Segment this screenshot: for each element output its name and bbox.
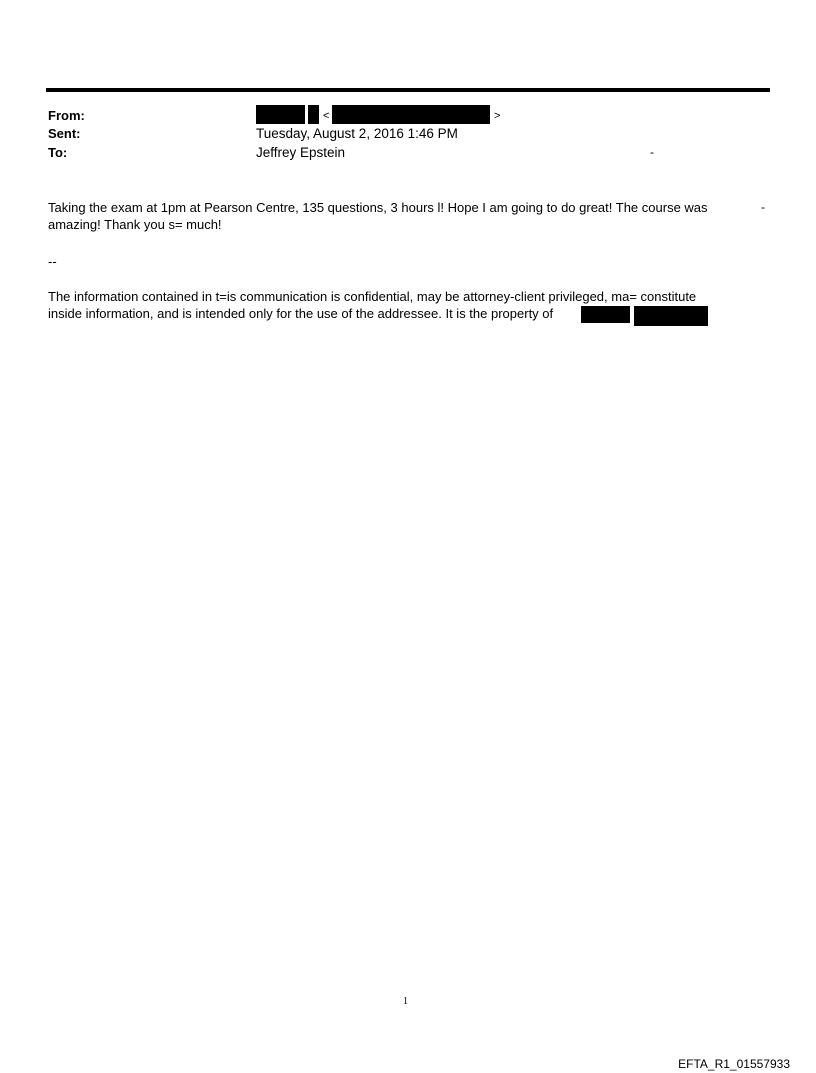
to-value: Jeffrey Epstein	[256, 145, 346, 160]
separator-text: --	[48, 254, 57, 269]
message-line-2: amazing! Thank you s= much!	[48, 217, 222, 232]
document-id: EFTA_R1_01557933	[678, 1057, 790, 1071]
to-trailing-mark: -	[650, 145, 654, 159]
redacted-owner-name-1	[581, 306, 630, 323]
disclaimer-line-1: The information contained in t=is communication is confidential, may be attorney-client privileged, ma= constitute	[48, 289, 697, 304]
redacted-owner-name-2	[634, 306, 708, 326]
redacted-sender-initial	[308, 105, 319, 124]
from-open-bracket: <	[323, 110, 330, 122]
message-trailing-mark: -	[761, 200, 765, 214]
to-label: To:	[48, 145, 68, 160]
header-rule	[46, 88, 770, 92]
sent-value: Tuesday, August 2, 2016 1:46 PM	[256, 126, 458, 141]
message-line-1: Taking the exam at 1pm at Pearson Centre, 135 questions, 3 hours l! Hope I am going to do great! The course was	[48, 200, 708, 215]
page-number: 1	[403, 996, 408, 1007]
redacted-sender-name	[256, 105, 305, 124]
from-close-bracket: >	[494, 110, 501, 122]
disclaimer-line-2: inside information, and is intended only for the use of the addressee. It is the property of	[48, 306, 554, 321]
from-label: From:	[48, 108, 85, 123]
redacted-sender-email	[332, 105, 490, 124]
signature-separator	[48, 253, 57, 270]
message-body	[48, 199, 708, 233]
sent-label: Sent:	[48, 126, 81, 141]
